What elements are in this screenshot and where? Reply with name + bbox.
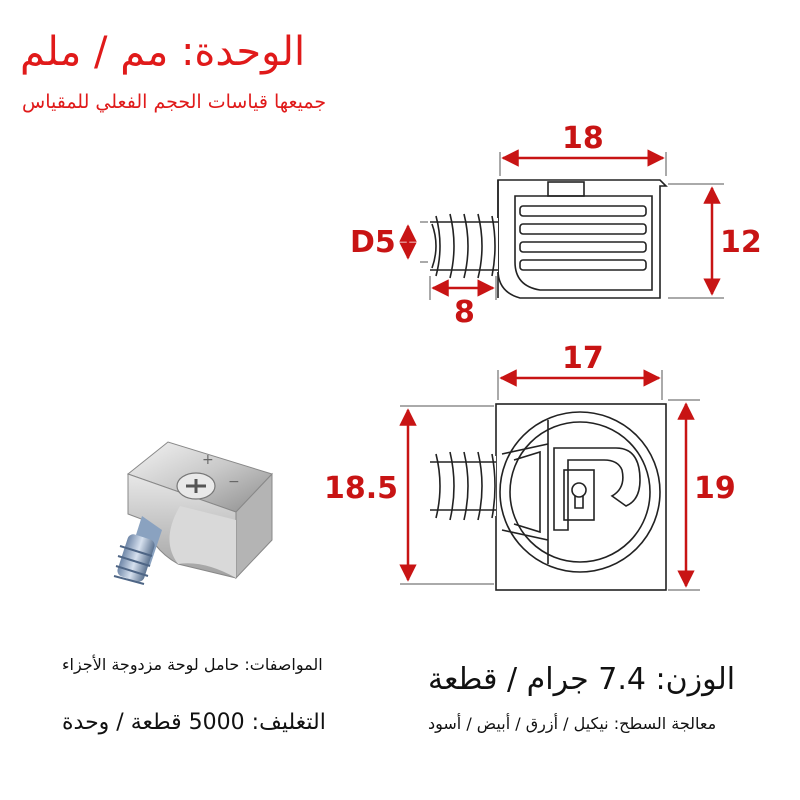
- side-width-label: 18: [562, 121, 604, 156]
- minus-mark: −: [228, 474, 240, 490]
- side-height-label: 12: [720, 225, 762, 260]
- thread-length-label: 8: [454, 295, 475, 330]
- top-view-drawing: [430, 404, 666, 590]
- spec-packing: التغليف: 5000 قطعة / وحدة: [62, 710, 326, 735]
- thread-diameter-label: D5: [350, 225, 396, 260]
- spec-finish: معالجة السطح: نيكيل / أزرق / أبيض / أسود: [428, 714, 717, 733]
- spec-model: المواصفات: حامل لوحة مزدوجة الأجزاء: [62, 655, 323, 674]
- bolt-screw: [114, 516, 162, 584]
- plus-mark: +: [202, 452, 214, 468]
- top-width-label: 17: [562, 341, 604, 376]
- scale-note: جميعها قياسات الحجم الفعلي للمقياس: [22, 91, 327, 113]
- top-outer-height-label: 19: [694, 471, 736, 506]
- product-photo: [114, 442, 272, 584]
- unit-title: الوحدة: مم / ملم: [20, 29, 306, 75]
- spec-weight: الوزن: 7.4 جرام / قطعة: [428, 662, 736, 697]
- top-inner-height-label: 18.5: [324, 471, 399, 506]
- side-view-drawing: [430, 180, 666, 298]
